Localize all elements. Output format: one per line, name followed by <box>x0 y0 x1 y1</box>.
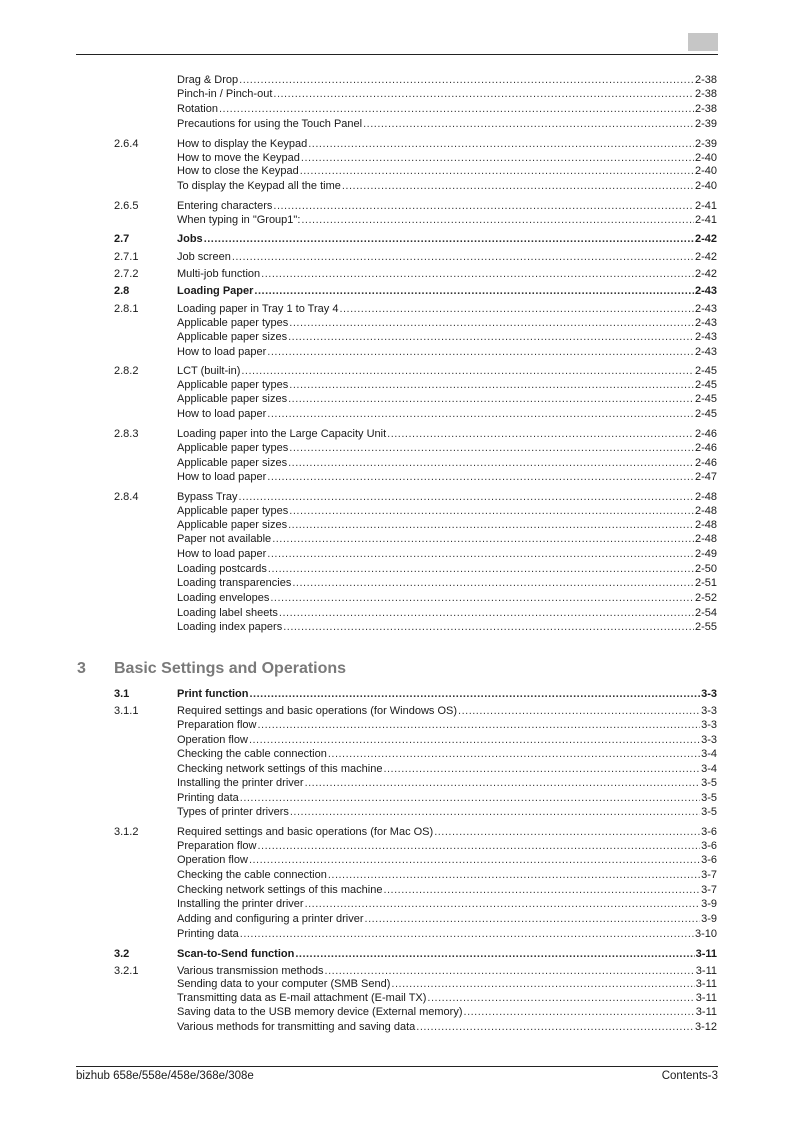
toc-entry-title: Entering characters <box>177 200 273 212</box>
toc-leader-dots <box>305 897 701 911</box>
toc-section-number: 2.6.5 <box>114 200 139 212</box>
toc-page-number: 3-4 <box>701 748 717 760</box>
toc-leader-dots <box>288 456 694 470</box>
toc-row[interactable] <box>0 897 793 911</box>
toc-row[interactable] <box>0 883 793 897</box>
toc-leader-dots <box>267 407 694 421</box>
toc-leader-dots <box>273 87 694 101</box>
toc-entry-title: Loading Paper <box>177 285 254 297</box>
toc-row[interactable] <box>0 687 793 701</box>
toc-section-number: 2.6.4 <box>114 138 139 150</box>
toc-page-number: 3-11 <box>695 1006 717 1018</box>
toc-entry-title: Precautions for using the Touch Panel <box>177 118 363 130</box>
toc-leader-dots <box>258 839 701 853</box>
toc-row[interactable] <box>0 868 793 882</box>
toc-leader-dots <box>416 1020 694 1034</box>
toc-entry-title: Loading postcards <box>177 563 267 575</box>
toc-row[interactable] <box>0 991 793 1005</box>
toc-entry-title: Applicable paper types <box>177 317 289 329</box>
toc-leader-dots <box>289 316 694 330</box>
toc-entry-title: Printing data <box>177 792 239 804</box>
toc-entry-title: When typing in "Group1": <box>177 214 301 226</box>
toc-entry-title: Jobs <box>177 233 203 245</box>
toc-row[interactable] <box>0 762 793 776</box>
toc-entry-title: Job screen <box>177 251 231 263</box>
toc-entry-title: Installing the printer driver <box>177 777 304 789</box>
toc-leader-dots <box>267 345 694 359</box>
toc-leader-dots <box>328 747 700 761</box>
toc-entry-title: Required settings and basic operations (for Windows OS) <box>177 705 458 717</box>
toc-entry-title: Types of printer drivers <box>177 806 289 818</box>
toc-leader-dots <box>241 364 694 378</box>
toc-leader-dots <box>232 250 694 264</box>
toc-row[interactable] <box>0 267 793 281</box>
toc-entry-title: Operation flow <box>177 734 248 746</box>
toc-row[interactable] <box>0 805 793 819</box>
toc-entry-title: Loading index papers <box>177 621 283 633</box>
toc-entry-title: Operation flow <box>177 854 248 866</box>
toc-page-number: 2-40 <box>694 180 717 192</box>
toc-leader-dots <box>270 591 694 605</box>
toc-page-number: 2-40 <box>694 152 717 164</box>
toc-row[interactable] <box>0 364 793 378</box>
toc-leader-dots <box>250 687 701 701</box>
toc-page-number: 2-48 <box>694 505 717 517</box>
toc-entry-title: To display the Keypad all the time <box>177 180 341 192</box>
toc-row[interactable] <box>0 947 793 961</box>
toc-leader-dots <box>295 947 694 961</box>
toc-page-number: 2-43 <box>694 285 717 297</box>
toc-page-number: 2-49 <box>694 548 717 560</box>
bottom-divider <box>76 1066 718 1067</box>
toc-page-number: 3-11 <box>695 978 717 990</box>
toc-page-number: 3-3 <box>701 688 717 700</box>
toc-page-number: 3-6 <box>701 854 717 866</box>
toc-row[interactable] <box>0 776 793 790</box>
toc-leader-dots <box>219 102 694 116</box>
toc-row[interactable] <box>0 1005 793 1019</box>
toc-page-number: 3-12 <box>694 1021 717 1033</box>
toc-page-number: 2-51 <box>694 577 717 589</box>
chapter-title: Basic Settings and Operations <box>114 660 347 677</box>
toc-page-number: 2-40 <box>694 165 717 177</box>
toc-page-number: 2-48 <box>694 491 717 503</box>
toc-row[interactable] <box>0 213 793 227</box>
toc-leader-dots <box>289 378 694 392</box>
toc-page-number: 2-43 <box>694 346 717 358</box>
toc-entry-title: Checking the cable connection <box>177 748 327 760</box>
toc-entry-title: Loading paper in Tray 1 to Tray 4 <box>177 303 339 315</box>
toc-section-number: 2.8.4 <box>114 491 139 503</box>
toc-entry-title: Loading label sheets <box>177 607 278 619</box>
toc-row[interactable] <box>0 102 793 116</box>
toc-leader-dots <box>387 427 694 441</box>
toc-page-number: 2-48 <box>694 519 717 531</box>
toc-page-number: 2-41 <box>694 214 717 226</box>
toc-entry-title: Loading transparencies <box>177 577 292 589</box>
toc-row[interactable] <box>0 747 793 761</box>
toc-leader-dots <box>239 490 694 504</box>
toc-page-number: 2-50 <box>694 563 717 575</box>
toc-leader-dots <box>268 562 694 576</box>
footer-page-label: Contents-3 <box>661 1070 718 1082</box>
toc-row[interactable] <box>0 427 793 441</box>
toc-page-number: 2-42 <box>694 233 717 245</box>
toc-entry-title: Pinch-in / Pinch-out <box>177 88 273 100</box>
toc-row[interactable] <box>0 504 793 518</box>
toc-leader-dots <box>249 853 700 867</box>
toc-row[interactable] <box>0 606 793 620</box>
toc-leader-dots <box>342 179 694 193</box>
toc-entry-title: Preparation flow <box>177 840 257 852</box>
toc-entry-title: Applicable paper sizes <box>177 519 288 531</box>
toc-row[interactable] <box>0 547 793 561</box>
toc-entry-title: Printing data <box>177 928 239 940</box>
toc-leader-dots <box>254 284 694 298</box>
toc-leader-dots <box>288 518 694 532</box>
toc-leader-dots <box>289 441 694 455</box>
toc-entry-title: Required settings and basic operations (for Mac OS) <box>177 826 434 838</box>
toc-page-number: 2-54 <box>694 607 717 619</box>
toc-row[interactable] <box>0 977 793 991</box>
toc-row[interactable] <box>0 620 793 634</box>
toc-page-number: 3-9 <box>701 898 717 910</box>
toc-row[interactable] <box>0 718 793 732</box>
toc-row[interactable] <box>0 73 793 87</box>
toc-leader-dots <box>305 776 701 790</box>
toc-page-number: 2-47 <box>694 471 717 483</box>
toc-leader-dots <box>427 991 694 1005</box>
toc-entry-title: Installing the printer driver <box>177 898 304 910</box>
toc-section-number: 2.8.3 <box>114 428 139 440</box>
toc-page-number: 3-9 <box>701 913 717 925</box>
toc-entry-title: Scan-to-Send function <box>177 948 295 960</box>
toc-entry-title: Various methods for transmitting and saving data <box>177 1021 416 1033</box>
toc-entry-title: Applicable paper sizes <box>177 331 288 343</box>
toc-page-number: 2-38 <box>694 103 717 115</box>
toc-leader-dots <box>365 912 701 926</box>
toc-page-number: 2-48 <box>694 533 717 545</box>
toc-row[interactable] <box>0 1020 793 1034</box>
toc-entry-title: Rotation <box>177 103 218 115</box>
toc-page-number: 3-3 <box>701 705 717 717</box>
toc-row[interactable] <box>0 562 793 576</box>
toc-entry-title: Adding and configuring a printer driver <box>177 913 364 925</box>
toc-page-number: 2-55 <box>694 621 717 633</box>
toc-entry-title: Multi-job function <box>177 268 261 280</box>
toc-row[interactable] <box>0 733 793 747</box>
toc-section-number: 3.1.2 <box>114 826 139 838</box>
toc-page-number: 2-41 <box>694 200 717 212</box>
toc-leader-dots <box>339 302 694 316</box>
toc-row[interactable] <box>0 117 793 131</box>
toc-page-number: 2-42 <box>694 251 717 263</box>
chapter-number: 3 <box>77 660 86 677</box>
toc-entry-title: How to close the Keypad <box>177 165 299 177</box>
toc-section-number: 3.1.1 <box>114 705 139 717</box>
toc-entry-title: Applicable paper sizes <box>177 457 288 469</box>
toc-page-number: 3-5 <box>701 777 717 789</box>
toc-page-number: 3-5 <box>701 806 717 818</box>
toc-entry-title: How to load paper <box>177 548 267 560</box>
toc-leader-dots <box>363 117 694 131</box>
toc-leader-dots <box>258 718 701 732</box>
toc-page-number: 3-3 <box>701 719 717 731</box>
toc-section-number: 2.7 <box>114 233 130 245</box>
toc-section-number: 2.8.1 <box>114 303 139 315</box>
toc-leader-dots <box>300 164 694 178</box>
toc-row[interactable] <box>0 490 793 504</box>
toc-leader-dots <box>383 883 700 897</box>
toc-entry-title: Applicable paper types <box>177 442 289 454</box>
toc-row[interactable] <box>0 407 793 421</box>
toc-row[interactable] <box>0 853 793 867</box>
toc-page-number: 2-45 <box>694 408 717 420</box>
toc-page-number: 2-52 <box>694 592 717 604</box>
toc-page-number: 3-6 <box>701 840 717 852</box>
toc-leader-dots <box>434 825 700 839</box>
toc-leader-dots <box>308 137 694 151</box>
toc-row[interactable] <box>0 87 793 101</box>
toc-row[interactable] <box>0 912 793 926</box>
toc-row[interactable] <box>0 330 793 344</box>
toc-row[interactable] <box>0 591 793 605</box>
toc-entry-title: Preparation flow <box>177 719 257 731</box>
toc-leader-dots <box>239 73 694 87</box>
toc-entry-title: Sending data to your computer (SMB Send) <box>177 978 391 990</box>
toc-row[interactable] <box>0 284 793 298</box>
toc-entry-title: Paper not available <box>177 533 272 545</box>
toc-entry-title: How to load paper <box>177 471 267 483</box>
toc-entry-title: How to display the Keypad <box>177 138 308 150</box>
toc-leader-dots <box>240 927 694 941</box>
toc-row[interactable] <box>0 825 793 839</box>
toc-page-number: 2-46 <box>694 457 717 469</box>
toc-leader-dots <box>261 267 694 281</box>
toc-leader-dots <box>267 470 694 484</box>
toc-row[interactable] <box>0 199 793 213</box>
toc-page-number: 3-5 <box>701 792 717 804</box>
toc-page-number: 2-43 <box>694 303 717 315</box>
toc-leader-dots <box>325 964 695 978</box>
toc-page-number: 2-45 <box>694 365 717 377</box>
toc-entry-title: How to move the Keypad <box>177 152 300 164</box>
toc-row[interactable] <box>0 250 793 264</box>
toc-entry-title: Applicable paper sizes <box>177 393 288 405</box>
toc-row[interactable] <box>0 137 793 151</box>
toc-entry-title: LCT (built-in) <box>177 365 241 377</box>
toc-leader-dots <box>267 547 694 561</box>
toc-leader-dots <box>283 620 694 634</box>
page-corner-tab <box>688 33 718 51</box>
toc-row[interactable] <box>0 470 793 484</box>
toc-leader-dots <box>391 977 694 991</box>
toc-row[interactable] <box>0 232 793 246</box>
toc-leader-dots <box>292 576 694 590</box>
toc-leader-dots <box>464 1005 695 1019</box>
toc-leader-dots <box>383 762 700 776</box>
toc-page-number: 2-39 <box>694 138 717 150</box>
toc-row[interactable] <box>0 791 793 805</box>
toc-entry-title: Applicable paper types <box>177 379 289 391</box>
toc-entry-title: Loading envelopes <box>177 592 270 604</box>
toc-page-number: 2-38 <box>694 74 717 86</box>
toc-row[interactable] <box>0 345 793 359</box>
toc-section-number: 3.1 <box>114 688 130 700</box>
toc-leader-dots <box>290 805 700 819</box>
toc-leader-dots <box>458 704 700 718</box>
toc-leader-dots <box>279 606 694 620</box>
toc-entry-title: Checking network settings of this machine <box>177 763 383 775</box>
toc-row[interactable] <box>0 164 793 178</box>
toc-leader-dots <box>288 392 694 406</box>
toc-page-number: 3-3 <box>701 734 717 746</box>
toc-row[interactable] <box>0 179 793 193</box>
toc-row[interactable] <box>0 964 793 978</box>
toc-page-number: 2-43 <box>694 331 717 343</box>
toc-row[interactable] <box>0 316 793 330</box>
toc-section-number: 2.7.2 <box>114 268 139 280</box>
toc-page-number: 3-10 <box>694 928 717 940</box>
toc-row[interactable] <box>0 576 793 590</box>
toc-entry-title: Bypass Tray <box>177 491 238 503</box>
toc-leader-dots <box>249 733 700 747</box>
toc-leader-dots <box>273 199 694 213</box>
toc-leader-dots <box>204 232 694 246</box>
toc-row[interactable] <box>0 927 793 941</box>
toc-entry-title: Applicable paper types <box>177 505 289 517</box>
toc-leader-dots <box>301 213 694 227</box>
toc-leader-dots <box>289 504 694 518</box>
toc-page-number: 3-11 <box>695 965 717 977</box>
toc-page-number: 2-42 <box>694 268 717 280</box>
toc-page-number: 3-6 <box>701 826 717 838</box>
toc-page-number: 3-11 <box>695 992 717 1004</box>
toc-entry-title: Various transmission methods <box>177 965 324 977</box>
toc-row[interactable] <box>0 518 793 532</box>
toc-entry-title: Loading paper into the Large Capacity Unit <box>177 428 387 440</box>
toc-row[interactable] <box>0 392 793 406</box>
toc-entry-title: Print function <box>177 688 249 700</box>
toc-row[interactable] <box>0 151 793 165</box>
toc-page-number: 2-43 <box>694 317 717 329</box>
footer-model: bizhub 658e/558e/458e/368e/308e <box>76 1070 254 1082</box>
toc-section-number: 2.8.2 <box>114 365 139 377</box>
toc-leader-dots <box>301 151 694 165</box>
toc-row[interactable] <box>0 456 793 470</box>
toc-entry-title: Drag & Drop <box>177 74 239 86</box>
toc-leader-dots <box>288 330 694 344</box>
toc-row[interactable] <box>0 441 793 455</box>
toc-page-number: 2-38 <box>694 88 717 100</box>
toc-page-number: 2-46 <box>694 442 717 454</box>
toc-row[interactable] <box>0 532 793 546</box>
toc-entry-title: Saving data to the USB memory device (External memory) <box>177 1006 463 1018</box>
toc-page-number: 3-7 <box>701 884 717 896</box>
toc-leader-dots <box>328 868 700 882</box>
toc-page-number: 2-45 <box>694 379 717 391</box>
toc-row[interactable] <box>0 704 793 718</box>
toc-section-number: 3.2.1 <box>114 965 139 977</box>
toc-page-number: 3-11 <box>695 948 717 960</box>
toc-section-number: 2.7.1 <box>114 251 139 263</box>
toc-entry-title: How to load paper <box>177 346 267 358</box>
toc-page-number: 2-45 <box>694 393 717 405</box>
toc-section-number: 3.2 <box>114 948 130 960</box>
toc-page-number: 3-7 <box>701 869 717 881</box>
toc-row[interactable] <box>0 378 793 392</box>
toc-section-number: 2.8 <box>114 285 130 297</box>
toc-entry-title: How to load paper <box>177 408 267 420</box>
toc-entry-title: Checking the cable connection <box>177 869 327 881</box>
toc-row[interactable] <box>0 839 793 853</box>
toc-leader-dots <box>272 532 694 546</box>
toc-entry-title: Checking network settings of this machine <box>177 884 383 896</box>
toc-page-number: 2-46 <box>694 428 717 440</box>
toc-entry-title: Transmitting data as E-mail attachment (E-mail TX) <box>177 992 427 1004</box>
toc-page-number: 3-4 <box>701 763 717 775</box>
toc-page-number: 2-39 <box>694 118 717 130</box>
top-divider <box>76 54 718 55</box>
toc-row[interactable] <box>0 302 793 316</box>
toc-leader-dots <box>240 791 700 805</box>
